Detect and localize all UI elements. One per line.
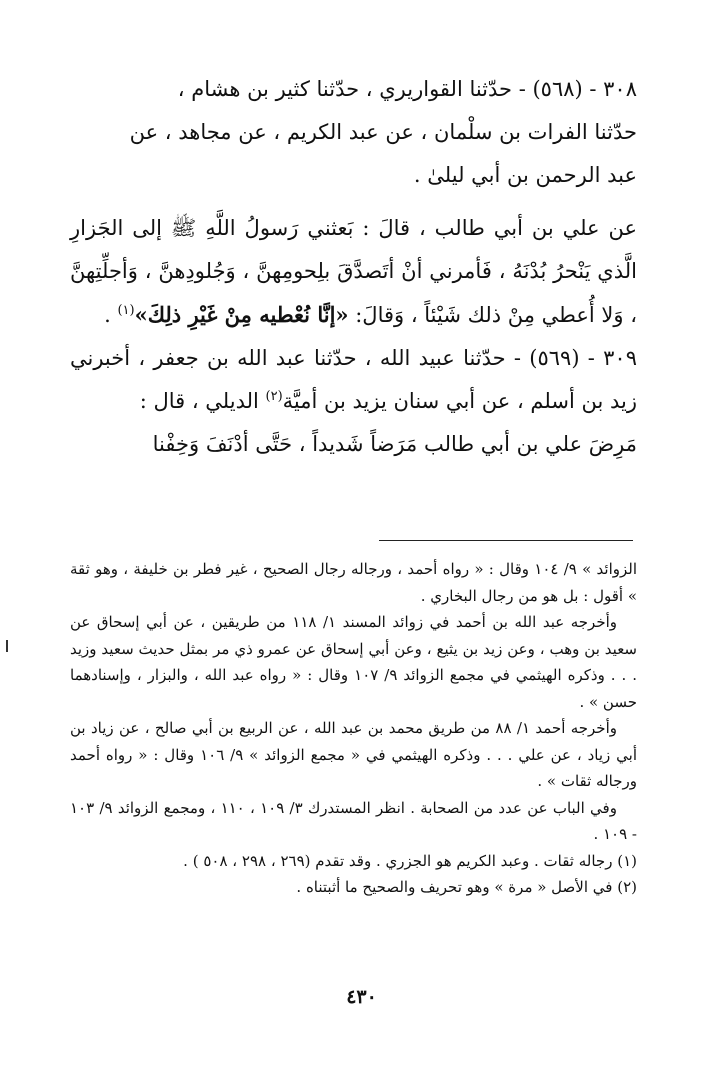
footnote-1: (١) رجاله ثقات . وعبد الكريم هو الجزري . وقد تقدم (٢٦٩ ، ٢٩٨ ، ٥٠٨ ) .: [183, 851, 637, 870]
hadith-309-text: مَرِضَ علي بن أبي طالب مَرَضاً شَديداً ، حَتَّى أدْنَفَ وَخِفْنا: [152, 432, 637, 456]
footnote-ahmad: وأخرجه أحمد ١/ ٨٨ من طريق محمد بن عبد الله ، عن الربيع بن أبي صالح ، عن زياد بن أبي زياد ، عن علي . . . وذكره الهيثمي في « مجمع الزوائد » ٩/ ١٠٦ وقال : « رواه أحمد ورجاله ثقات » .: [70, 719, 638, 790]
margin-mark: [6, 640, 8, 652]
main-text: [70, 68, 637, 466]
footnotes: [70, 556, 637, 901]
footnote-ref-2[interactable]: (٢): [265, 389, 283, 404]
hadith-309-body: ٣٠٩ - (٥٦٩) - حدّثنا عبيد الله ، حدّثنا عبد الله بن جعفر ، أخبرني زيد بن أسلم ، عن أبي سنان يزيد بن أميَّة: [70, 346, 637, 413]
page-number: ٤٣٠: [346, 986, 377, 1008]
footnote-continuation: الزوائد » ٩/ ١٠٤ وقال : « رواه أحمد ، ورجاله رجال الصحيح ، غير فطر بن خليفة ، وهو ثقة » أقول : بل هو من رجال البخاري .: [70, 560, 638, 605]
hadith-308-text: [70, 207, 637, 337]
footnote-separator: [379, 540, 633, 541]
footnote-bab: وفي الباب عن عدد من الصحابة . انظر المستدرك ٣/ ١٠٩ ، ١١٠ ، ومجمع الزوائد ٩/ ١٠٣ - ١٠٩ .: [70, 798, 637, 843]
hadith-308-quote: «إنَّا نُعْطيه مِنْ غَيْرِ ذلِكَ»: [134, 302, 349, 327]
footnote-2: (٢) في الأصل « مرة » وهو تحريف والصحيح ما أثبتناه .: [296, 878, 637, 896]
hadith-308-body: عن علي بن أبي طالب ، قالَ : بَعثني رَسولُ اللَّهِ ﷺ إلى الجَزارِ الَّذي يَنْحرُ بُدْنَهُ ، فَأمرني أنْ أتَصدَّقَ بلِحومِهنَّ ، وَجُلودِهنَّ ، وَأجلِّتِهنَّ ، وَلا أُعطي مِنْ ذلك شَيْئاً ، وَقالَ:: [70, 216, 637, 327]
hadith-308-line3: عبد الرحمن بن أبي ليلىٰ .: [413, 163, 637, 187]
hadith-308-line1: ٣٠٨ - (٥٦٨) - حدّثنا القواريري ، حدّثنا كثير بن هشام ،: [177, 77, 637, 101]
hadith-308-line2: حدّثنا الفرات بن سلْمان ، عن عبد الكريم ، عن مجاهد ، عن: [129, 120, 637, 144]
hadith-308-end: .: [104, 303, 118, 327]
hadith-309-end: الديلي ، قال :: [139, 389, 266, 413]
footnote-ref-1[interactable]: (١): [117, 303, 135, 318]
hadith-309-isnad: [70, 337, 637, 423]
footnote-abdullah-ahmad: وأخرجه عبد الله بن أحمد في زوائد المسند ١/ ١١٨ من طريقين ، عن أبي إسحاق عن سعيد بن وهب ، وعن زيد بن يثيع ، وعن أبي إسحاق عن عمرو ذي مر بمثل حديث سعيد وزيد . . . وذكره الهيثمي في مجمع الزوائد ٩/ ١٠٧ وقال : « رواه عبد الله ، والبزار ، وإسنادهما حسن » .: [70, 613, 638, 711]
